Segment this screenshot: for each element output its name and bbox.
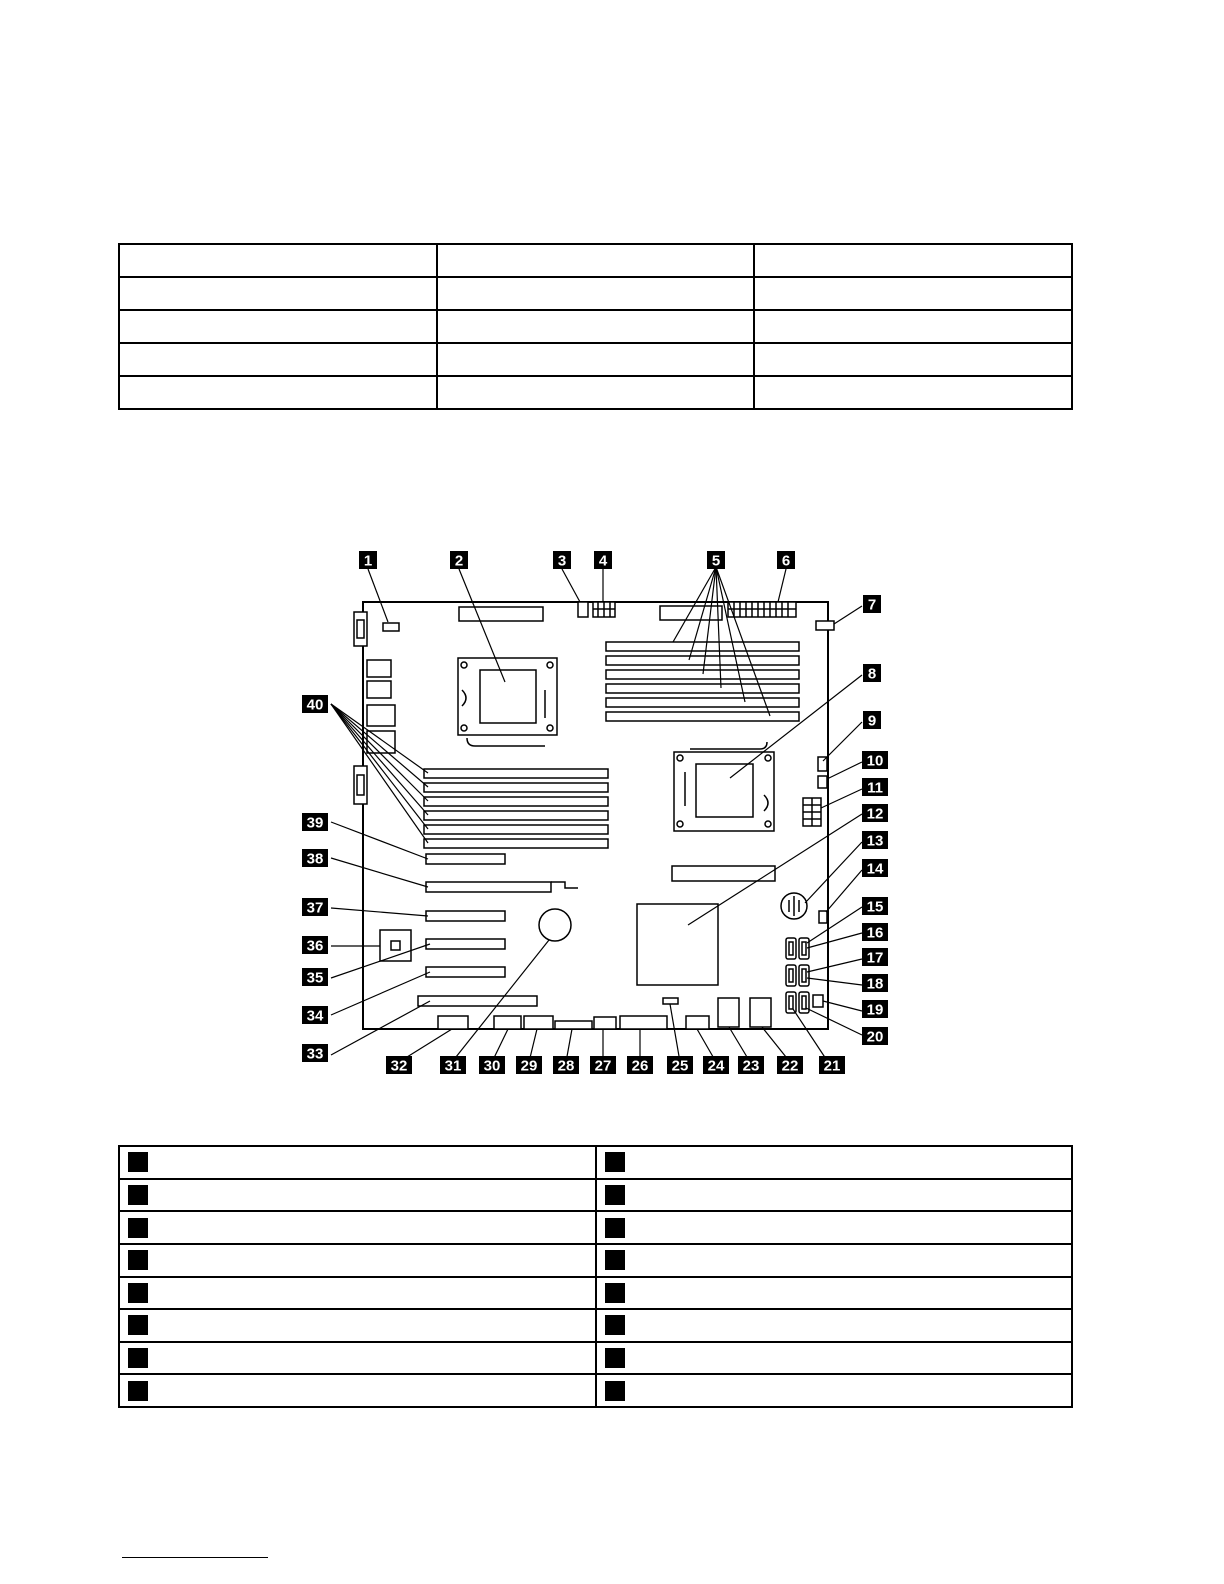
- legend-cell: [119, 1146, 596, 1179]
- table-cell: [437, 244, 755, 277]
- legend-cell: [596, 1277, 1073, 1310]
- top-table: [118, 243, 1073, 410]
- callout-box: [128, 1348, 148, 1368]
- legend-cell: [596, 1244, 1073, 1277]
- table-row: [119, 1179, 1072, 1212]
- table-cell: [754, 376, 1072, 409]
- footer-rule: [122, 1557, 268, 1558]
- callout-number: 31: [444, 1057, 462, 1075]
- table-cell: [754, 310, 1072, 343]
- connector-top-middle: [660, 606, 722, 620]
- callout-box: [605, 1348, 625, 1368]
- legend-cell: [119, 1374, 596, 1407]
- callout-number: 9: [867, 712, 877, 730]
- table-row: [119, 376, 1072, 409]
- motherboard-diagram: [0, 540, 1224, 1100]
- cpu-socket-2: [458, 658, 557, 746]
- header-7: [816, 621, 834, 630]
- callout-box: [128, 1381, 148, 1401]
- callout-number: 24: [707, 1057, 725, 1075]
- callout-box: [128, 1218, 148, 1238]
- callout-number: 27: [594, 1057, 612, 1075]
- callout-number: 25: [671, 1057, 689, 1075]
- legend-cell: [596, 1179, 1073, 1212]
- callout-box: [605, 1250, 625, 1270]
- callout-number: 13: [866, 832, 884, 850]
- table-row: [119, 1374, 1072, 1407]
- callout-number: 18: [866, 975, 884, 993]
- callout-number: 22: [781, 1057, 799, 1075]
- table-row: [119, 1277, 1072, 1310]
- callout-number: 28: [557, 1057, 575, 1075]
- legend-cell: [596, 1211, 1073, 1244]
- callout-number: 6: [781, 552, 791, 570]
- table-row: [119, 1211, 1072, 1244]
- table-row: [119, 1146, 1072, 1179]
- legend-cell: [119, 1211, 596, 1244]
- callout-number: 36: [306, 937, 324, 955]
- callout-number: 7: [867, 596, 877, 614]
- callout-number: 12: [866, 805, 884, 823]
- callout-number: 21: [823, 1057, 841, 1075]
- legend-cell: [119, 1309, 596, 1342]
- callout-box: [605, 1381, 625, 1401]
- callout-number: 29: [520, 1057, 538, 1075]
- callout-box: [605, 1283, 625, 1303]
- callout-number: 38: [306, 850, 324, 868]
- callout-number: 23: [742, 1057, 760, 1075]
- legend-cell: [119, 1179, 596, 1212]
- callout-number: 1: [363, 552, 373, 570]
- table-row: [119, 1244, 1072, 1277]
- callout-box: [128, 1250, 148, 1270]
- table-row: [119, 1309, 1072, 1342]
- callout-number: 3: [557, 552, 567, 570]
- callout-box: [605, 1185, 625, 1205]
- table-row: [119, 310, 1072, 343]
- table-cell: [437, 310, 755, 343]
- legend-cell: [596, 1342, 1073, 1375]
- table-cell: [754, 343, 1072, 376]
- table-cell: [119, 244, 437, 277]
- table-cell: [119, 277, 437, 310]
- callout-box: [128, 1185, 148, 1205]
- header-14: [819, 911, 827, 923]
- header-1: [383, 623, 399, 631]
- header-10: [818, 776, 827, 788]
- callout-number: 2: [454, 552, 464, 570]
- speaker-31: [539, 909, 571, 941]
- table-cell: [437, 277, 755, 310]
- table-row: [119, 343, 1072, 376]
- callout-number: 17: [866, 949, 884, 967]
- callout-number: 10: [866, 752, 884, 770]
- callout-number: 19: [866, 1001, 884, 1019]
- battery-13: [781, 893, 807, 919]
- callout-number: 39: [306, 814, 324, 832]
- callout-box: [605, 1315, 625, 1335]
- callout-number: 37: [306, 899, 324, 917]
- table-cell: [754, 277, 1072, 310]
- legend-cell: [119, 1342, 596, 1375]
- callout-box: [605, 1218, 625, 1238]
- callout-box: [605, 1152, 625, 1172]
- power-connector-4: [593, 602, 615, 617]
- callout-number: 32: [390, 1057, 408, 1075]
- chipset-12: [637, 904, 718, 985]
- legend-cell: [596, 1374, 1073, 1407]
- connector-top-left: [459, 607, 543, 621]
- table-row: [119, 244, 1072, 277]
- legend-cell: [119, 1244, 596, 1277]
- callout-number: 30: [483, 1057, 501, 1075]
- callout-number: 14: [866, 860, 884, 878]
- legend-cell: [119, 1277, 596, 1310]
- table-cell: [119, 376, 437, 409]
- callout-box: [128, 1315, 148, 1335]
- callout-number: 11: [867, 779, 883, 797]
- power-connector-6: [728, 602, 796, 617]
- power-connector-11: [803, 798, 821, 826]
- table-cell: [119, 343, 437, 376]
- table-cell: [119, 310, 437, 343]
- callout-box: [128, 1152, 148, 1172]
- table-cell: [754, 244, 1072, 277]
- table-cell: [437, 376, 755, 409]
- callout-number: 33: [306, 1045, 324, 1063]
- callout-number: 40: [306, 696, 324, 714]
- callout-number: 26: [631, 1057, 649, 1075]
- callout-number: 34: [306, 1007, 324, 1025]
- header-3: [578, 602, 588, 617]
- legend-table: [118, 1145, 1073, 1408]
- callout-number: 15: [866, 898, 884, 916]
- callout-number: 4: [598, 552, 608, 570]
- legend-cell: [596, 1309, 1073, 1342]
- table-row: [119, 1342, 1072, 1375]
- callout-number: 35: [306, 969, 324, 987]
- legend-cell: [596, 1146, 1073, 1179]
- callout-number: 20: [866, 1028, 884, 1046]
- callout-number: 8: [867, 665, 877, 683]
- table-row: [119, 277, 1072, 310]
- callout-number: 5: [711, 552, 721, 570]
- table-cell: [437, 343, 755, 376]
- callout-number: 16: [866, 924, 884, 942]
- callout-box: [128, 1283, 148, 1303]
